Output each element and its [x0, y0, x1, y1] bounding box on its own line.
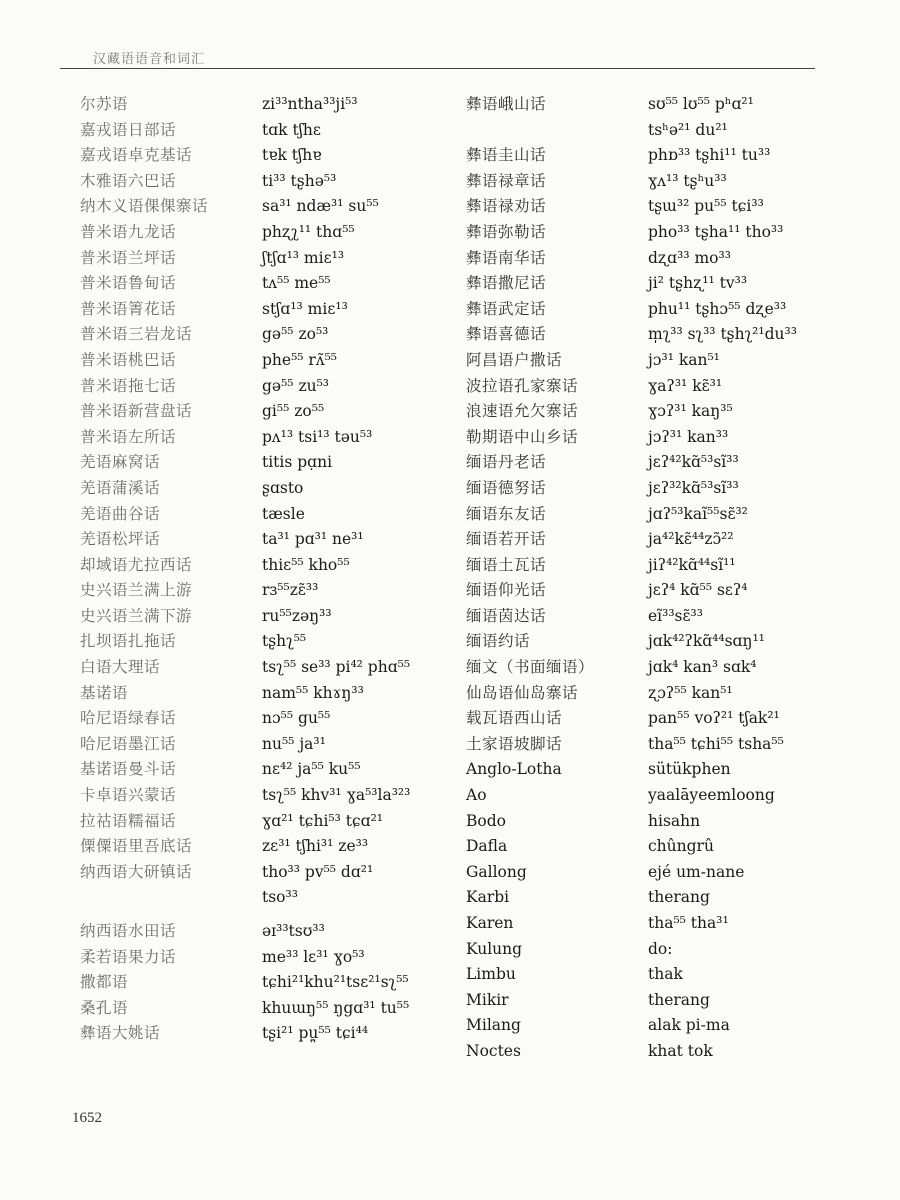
word-form: rɜ⁵⁵zɛ̃³³	[262, 581, 319, 600]
word-form: khat tok	[648, 1041, 713, 1060]
language-name: Milang	[466, 1016, 521, 1035]
language-name: 普米语拖七话	[80, 376, 177, 395]
language-name: 扎坝语扎拖话	[80, 632, 177, 651]
word-form: jɛʔ³²kɑ̃⁵³sĩ³³	[648, 478, 739, 497]
language-name: 土家语坡脚话	[466, 734, 563, 753]
language-name: 普米语新营盘话	[80, 402, 193, 421]
language-name: 波拉语孔家寨话	[466, 376, 579, 395]
word-form: ja⁴²kɛ̃⁴⁴zɔ̃²²	[648, 530, 734, 549]
language-name: 彝语禄章话	[466, 171, 547, 190]
language-name: 纳西语水田话	[80, 922, 177, 940]
word-form: chûngrû	[648, 837, 714, 856]
word-form: tʂi²¹ pu̪⁵⁵ tɕi⁴⁴	[262, 1024, 369, 1043]
word-form: tha⁵⁵ tɕhi⁵⁵ tsha⁵⁵	[648, 734, 784, 753]
word-form: gə⁵⁵ zo⁵³	[262, 325, 329, 344]
word-form: tho³³ pv⁵⁵ dɑ²¹	[262, 862, 374, 881]
language-name: 彝语大姚话	[80, 1024, 161, 1043]
language-name: 普米语左所话	[80, 427, 177, 446]
language-name: 缅语若开话	[466, 530, 547, 549]
word-form: ɣɑ²¹ tɕhi⁵³ tɕɑ²¹	[262, 811, 384, 830]
word-form: ejé um-nane	[648, 862, 745, 881]
word-form: nɛ⁴² ja⁵⁵ ku⁵⁵	[262, 760, 361, 779]
language-name: 哈尼语绿春话	[80, 709, 177, 728]
word-form: gə⁵⁵ zu⁵³	[262, 376, 330, 395]
language-name: 载瓦语西山话	[466, 709, 563, 728]
word-form: khuɯŋ⁵⁵ ŋgɑ³¹ tu⁵⁵	[262, 998, 410, 1017]
language-name: Noctes	[466, 1041, 521, 1060]
language-name: 嘉戎语日部话	[80, 120, 177, 139]
language-name: 嘉戎语卓克基话	[80, 146, 193, 165]
language-name: 纳木义语倮倮寨话	[80, 197, 209, 216]
language-name	[466, 118, 648, 144]
word-form: sʊ⁵⁵ lʊ⁵⁵ pʰɑ²¹	[648, 95, 754, 113]
language-name: 仙岛语仙岛寨话	[466, 683, 579, 702]
word-form: phe⁵⁵ rʌ̃⁵⁵	[262, 350, 338, 369]
language-name: 普米语九龙话	[80, 222, 177, 241]
language-name: Dafla	[466, 837, 508, 856]
language-name: 史兴语兰满上游	[80, 581, 193, 600]
language-name: 傈僳语里吾底话	[80, 837, 193, 856]
language-name: 史兴语兰满下游	[80, 606, 193, 625]
page-number: 1652	[72, 1110, 102, 1126]
language-name: 羌语麻窝话	[80, 453, 161, 472]
language-name: 勒期语中山乡话	[466, 427, 579, 446]
language-name: 缅语茵达话	[466, 606, 547, 625]
language-name: 浪速语允欠寨话	[466, 402, 579, 421]
language-name: 基诺语	[80, 683, 129, 702]
language-name: 普米语鲁甸话	[80, 274, 177, 293]
right-language-column	[466, 92, 648, 1065]
word-form: ʃtʃɑ¹³ miɛ¹³	[262, 248, 345, 267]
language-name: Karbi	[466, 888, 510, 907]
left-form-column	[262, 92, 472, 1047]
word-form: ɣʌ¹³ tʂʰu³³	[648, 171, 727, 190]
word-form: tsʅ⁵⁵ khv³¹ ɣa⁵³la³²³	[262, 786, 411, 805]
language-name: 普米语桃巴话	[80, 350, 177, 369]
language-name: Mikir	[466, 990, 509, 1009]
language-name: 彝语撒尼话	[466, 274, 547, 293]
word-form: eĩ³³sɛ̃³³	[648, 606, 703, 625]
word-form: sütükphen	[648, 760, 731, 779]
word-form: thak	[648, 965, 683, 984]
word-form: nam⁵⁵ khɤŋ³³	[262, 683, 364, 702]
language-name: 缅语仰光话	[466, 581, 547, 600]
word-form: ɣɔʔ³¹ kaŋ³⁵	[648, 402, 733, 421]
word-form: tso³³	[262, 888, 298, 907]
word-form: thiɛ⁵⁵ kho⁵⁵	[262, 555, 350, 574]
language-name: 彝语弥勒话	[466, 222, 547, 241]
word-form: pʌ¹³ tsi¹³ təu⁵³	[262, 427, 373, 446]
language-name: Gallong	[466, 862, 527, 881]
word-form: tɑk tʃhɛ	[262, 120, 321, 139]
word-form: dʐɑ³³ mo³³	[648, 248, 731, 267]
word-form: m̩ʅ³³ sʅ³³ tʂhʅ²¹du³³	[648, 325, 797, 344]
language-name: 羌语松坪话	[80, 530, 161, 549]
word-form: therang	[648, 888, 710, 907]
word-form: yaalāyeemloong	[648, 786, 775, 805]
language-name: Ao	[466, 786, 487, 805]
word-form: tɐk tʃhɐ	[262, 146, 322, 165]
language-name: Limbu	[466, 965, 516, 984]
language-name: 却域语尤拉西话	[80, 555, 193, 574]
word-form: phu¹¹ tʂhɔ⁵⁵ dʐe³³	[648, 299, 787, 318]
word-form: sa³¹ ndæ³¹ su⁵⁵	[262, 197, 379, 216]
language-name: Karen	[466, 914, 514, 932]
word-form: jɛʔ⁴²kɑ̃⁵³sĩ³³	[648, 453, 739, 472]
word-form: stʃɑ¹³ miɛ¹³	[262, 299, 348, 318]
language-name: 缅语约话	[466, 632, 531, 651]
word-form: me³³ lɛ³¹ ɣo⁵³	[262, 947, 365, 966]
language-name: 尔苏语	[80, 95, 129, 113]
word-form: tɕhi²¹khu²¹tsɛ²¹sʅ⁵⁵	[262, 973, 409, 992]
language-name: 缅语土瓦话	[466, 555, 547, 574]
word-form: phʐʅ¹¹ thɑ⁵⁵	[262, 222, 355, 241]
word-form: ʐɔʔ⁵⁵ kan⁵¹	[648, 683, 733, 702]
word-form: therang	[648, 990, 710, 1009]
word-form: alak pi-ma	[648, 1016, 730, 1035]
word-form: tʂɯ³² pu⁵⁵ tɕi³³	[648, 197, 764, 216]
word-form: jɔ³¹ kan⁵¹	[648, 350, 720, 369]
word-form: tsʰə²¹ du²¹	[648, 120, 728, 139]
word-form: titis pɑ̣ni	[262, 453, 333, 472]
language-name: 纳西语大研镇话	[80, 862, 193, 881]
language-name: 羌语曲谷话	[80, 504, 161, 523]
word-form: ʂɑsto	[262, 478, 304, 497]
word-form: jɑʔ⁵³kaĩ⁵⁵sɛ̃³²	[648, 504, 748, 523]
word-form: pho³³ tʂha¹¹ tho³³	[648, 222, 784, 241]
language-name: Anglo-Lotha	[466, 760, 562, 779]
language-name: Kulung	[466, 939, 523, 958]
left-language-column	[80, 92, 265, 1047]
language-name: 柔若语果力话	[80, 947, 177, 966]
language-name: 普米语兰坪话	[80, 248, 177, 267]
word-form: jɑk⁴²ʔkɑ̃⁴⁴sɑŋ¹¹	[648, 632, 765, 651]
word-form: nɔ⁵⁵ gu⁵⁵	[262, 709, 331, 728]
word-form: tæsle	[262, 504, 305, 523]
language-name: 彝语喜德话	[466, 325, 547, 344]
word-form: do:	[648, 939, 673, 958]
language-name: 彝语武定话	[466, 299, 547, 318]
language-name: 普米语箐花话	[80, 299, 177, 318]
language-name: 彝语禄劝话	[466, 197, 547, 216]
language-name: 哈尼语墨江话	[80, 734, 177, 753]
word-form: hisahn	[648, 811, 701, 830]
language-name: 卡卓语兴蒙话	[80, 786, 177, 805]
word-form: tha⁵⁵ tha³¹	[648, 914, 729, 932]
word-form: tsʅ⁵⁵ se³³ pi⁴² phɑ⁵⁵	[262, 658, 411, 677]
language-name: 缅文（书面缅语）	[466, 658, 595, 677]
word-form: jiʔ⁴²kɑ̃⁴⁴sĩ¹¹	[648, 555, 736, 574]
word-form: nu⁵⁵ ja³¹	[262, 734, 326, 753]
language-name: 羌语蒲溪话	[80, 478, 161, 497]
word-form: zɛ³¹ tʃhi³¹ ze³³	[262, 837, 369, 856]
header-rule	[60, 68, 815, 69]
word-form: gi⁵⁵ zo⁵⁵	[262, 402, 325, 421]
running-header: 汉藏语语音和词汇	[93, 52, 206, 67]
language-name: 彝语南华话	[466, 248, 547, 267]
language-name: 阿昌语户撒话	[466, 350, 563, 369]
language-name: 彝语圭山话	[466, 146, 547, 165]
word-form: əɪ³³tsʊ³³	[262, 922, 325, 940]
language-name: 木雅语六巴话	[80, 171, 177, 190]
language-name: 拉祜语糯福话	[80, 811, 177, 830]
word-form: ta³¹ pɑ³¹ ne³¹	[262, 530, 364, 549]
language-name: 白语大理话	[80, 658, 161, 677]
word-form: jɑk⁴ kan³ sɑk⁴	[648, 658, 757, 677]
language-name: 缅语德努话	[466, 478, 547, 497]
word-form: ti³³ tʂhə⁵³	[262, 171, 337, 190]
word-form: pan⁵⁵ voʔ²¹ tʃak²¹	[648, 709, 780, 728]
word-form: ɣaʔ³¹ kɛ̃³¹	[648, 376, 723, 395]
word-form: ru⁵⁵zəŋ³³	[262, 606, 332, 625]
word-form: tʂhʅ⁵⁵	[262, 632, 307, 651]
word-form: jɛʔ⁴ kɑ̃⁵⁵ sɛʔ⁴	[648, 581, 748, 600]
language-name: 彝语峨山话	[466, 95, 547, 113]
language-name: 缅语丹老话	[466, 453, 547, 472]
language-name: 缅语东友话	[466, 504, 547, 523]
word-form: jɔʔ³¹ kan³³	[648, 427, 729, 446]
word-form: tʌ⁵⁵ me⁵⁵	[262, 274, 331, 293]
language-name: 桑孔语	[80, 998, 129, 1017]
language-name: 普米语三岩龙话	[80, 325, 193, 344]
language-name	[80, 885, 265, 911]
language-name: Bodo	[466, 811, 506, 830]
word-form: phɒ³³ tʂhi¹¹ tu³³	[648, 146, 771, 165]
word-form: ji² tʂhʐ¹¹ tv³³	[648, 274, 748, 293]
right-form-column	[648, 92, 848, 1065]
language-name: 基诺语曼斗话	[80, 760, 177, 779]
language-name: 撒都语	[80, 973, 129, 992]
word-form: zi³³ntha³³ji⁵³	[262, 95, 358, 113]
